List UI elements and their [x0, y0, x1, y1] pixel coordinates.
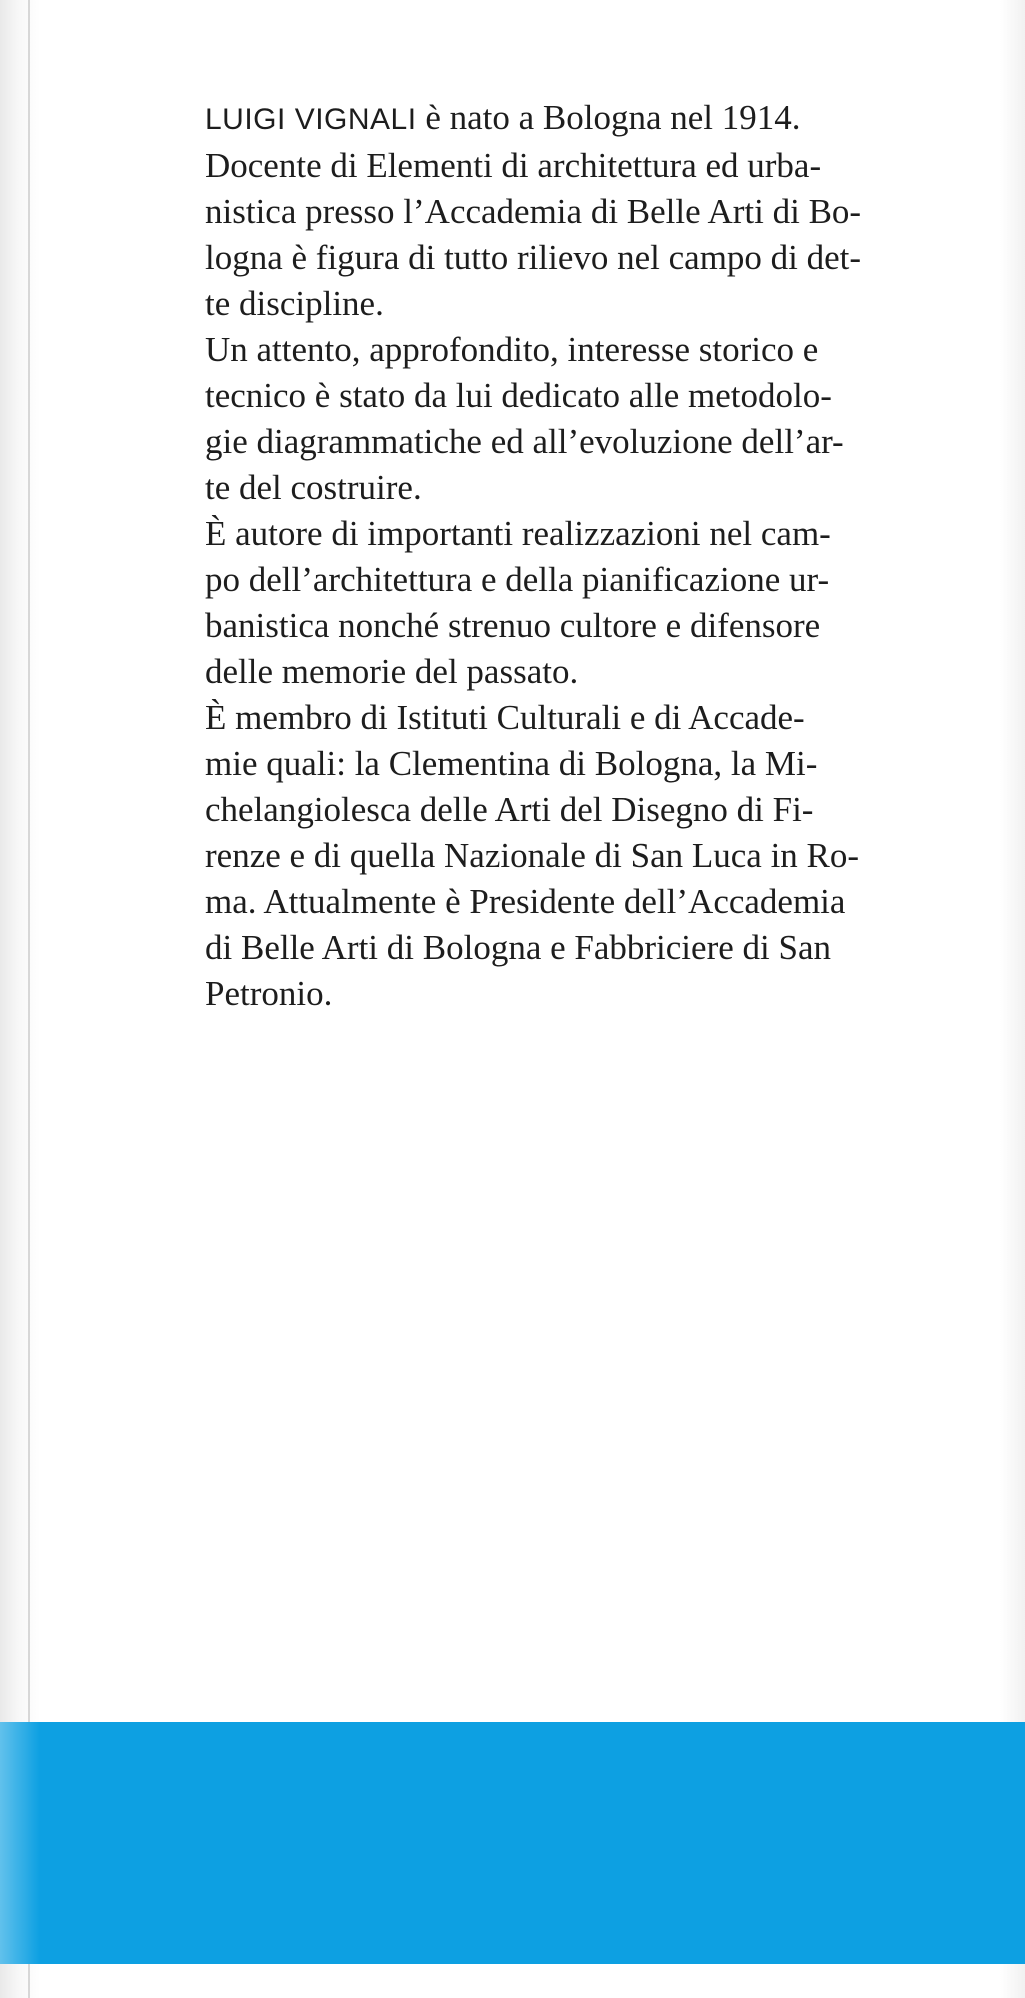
- bio-line: È autore di importanti realizzazioni nel cam-: [205, 514, 831, 553]
- author-name: LUIGI VIGNALI: [205, 103, 417, 136]
- bio-line: Docente di Elementi di architettura ed urba-: [205, 146, 822, 185]
- bio-line: nistica presso l’Accademia di Belle Arti di Bo-: [205, 192, 862, 231]
- bio-line: te del costruire.: [205, 468, 422, 507]
- bio-line: renze e di quella Nazionale di San Luca in Ro-: [205, 836, 860, 875]
- fold-line: [28, 0, 30, 1998]
- bio-line-1-rest: è nato a Bologna nel 1914.: [416, 98, 801, 137]
- bio-line: chelangiolesca delle Arti del Disegno di Fi-: [205, 790, 814, 829]
- bio-line: po dell’architettura e della pianificazione ur-: [205, 560, 830, 599]
- bio-line: delle memorie del passato.: [205, 652, 579, 691]
- bio-line: ma. Attualmente è Presidente dell’Accademia: [205, 882, 846, 921]
- bio-line-1: [205, 95, 865, 143]
- bio-line: Petronio.: [205, 974, 333, 1013]
- bio-line: banistica nonché strenuo cultore e difensore: [205, 606, 821, 645]
- bio-line: gie diagrammatiche ed all’evoluzione dell’ar-: [205, 422, 844, 461]
- bio-line: mie quali: la Clementina di Bologna, la Mi-: [205, 744, 818, 783]
- blue-band: [0, 1722, 1025, 1964]
- biography-text: [205, 95, 865, 1017]
- bio-line: te discipline.: [205, 284, 384, 323]
- bio-line: logna è figura di tutto rilievo nel campo di det-: [205, 238, 862, 277]
- blue-band-edge: [0, 1722, 40, 1964]
- bio-line: È membro di Istituti Culturali e di Accade-: [205, 698, 805, 737]
- bio-line: Un attento, approfondito, interesse storico e: [205, 330, 819, 369]
- bio-line: tecnico è stato da lui dedicato alle metodolo-: [205, 376, 832, 415]
- bio-line: di Belle Arti di Bologna e Fabbriciere di San: [205, 928, 831, 967]
